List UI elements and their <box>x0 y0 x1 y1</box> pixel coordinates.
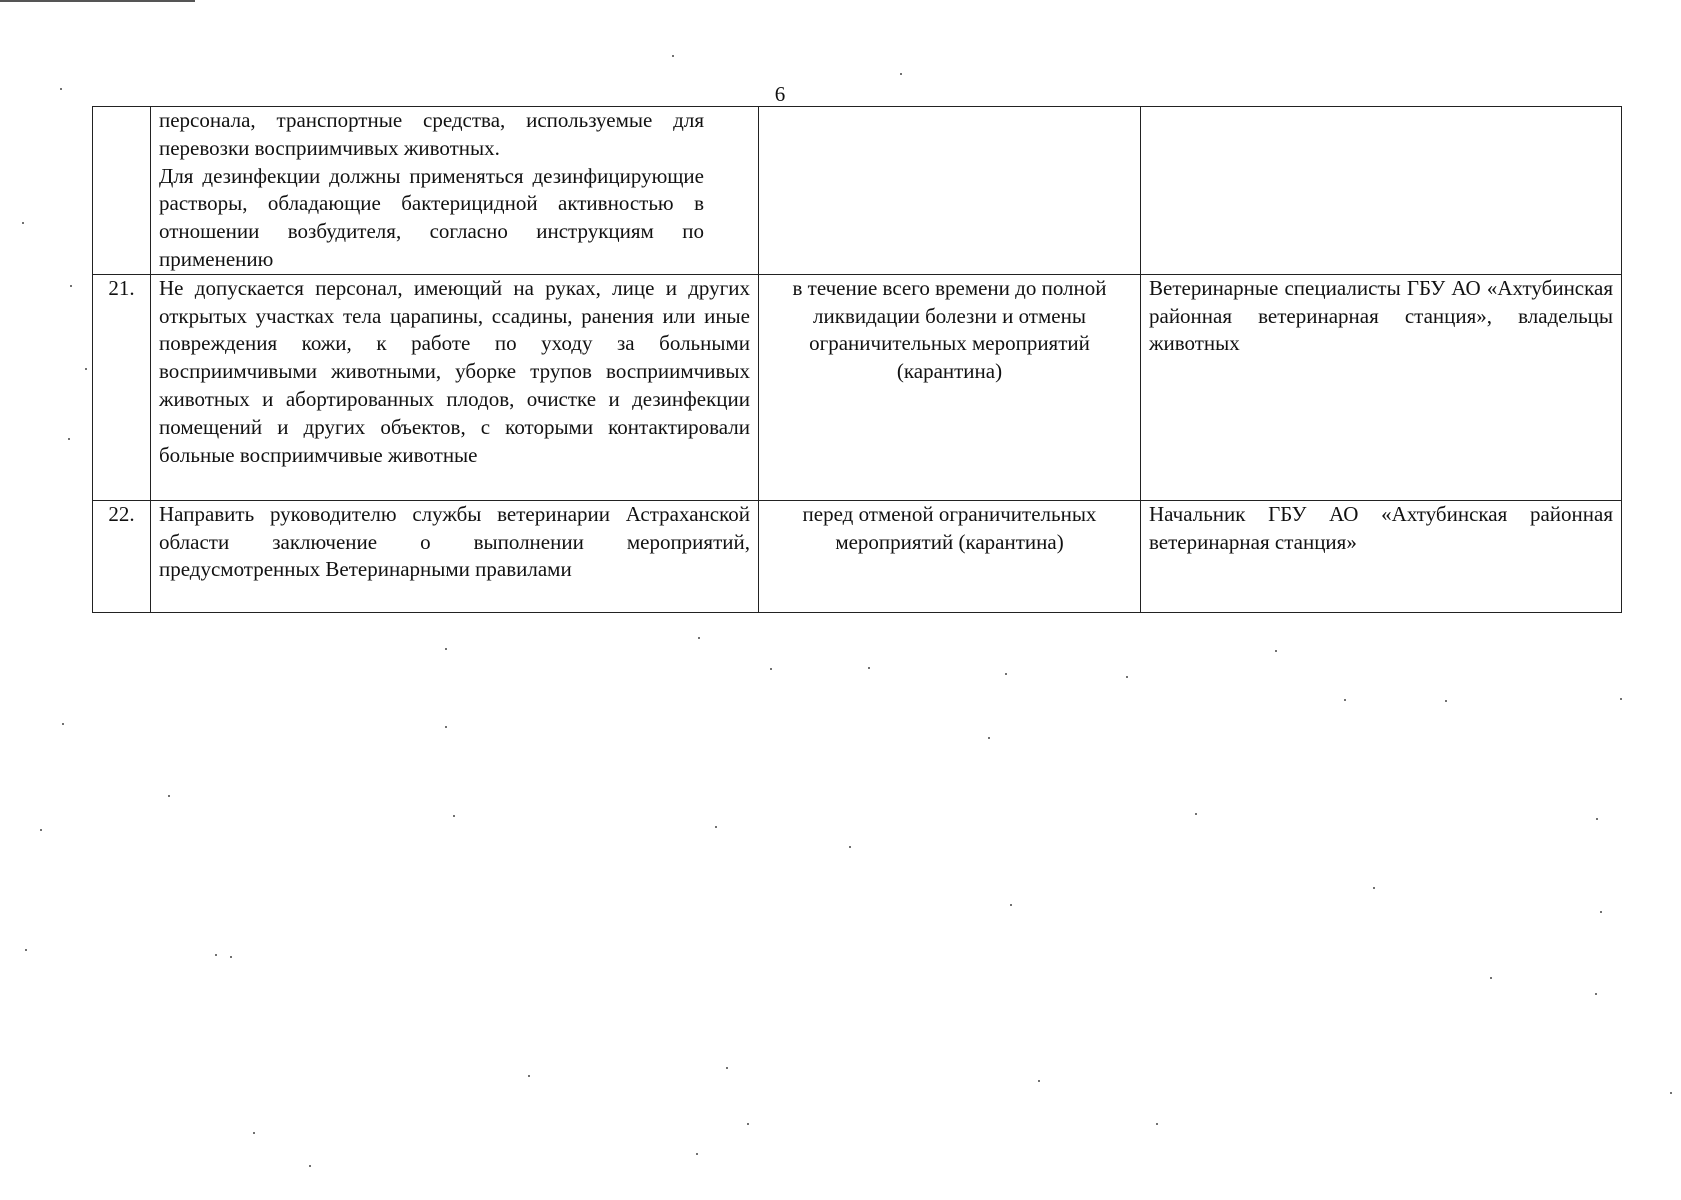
row-number-cell <box>93 107 151 275</box>
term-cell <box>759 107 1141 275</box>
top-rule <box>0 0 195 2</box>
measure-cell <box>151 107 759 275</box>
table-row <box>93 107 1622 275</box>
responsible-text: Ветеринарные специалисты ГБУ АО «Ахтубинская районная ветеринарная станция», владельцы животных <box>1149 275 1613 356</box>
measures-table <box>92 106 1622 613</box>
term-cell <box>759 274 1141 500</box>
responsible-text: Начальник ГБУ АО «Ахтубинская районная ветеринарная станция» <box>1149 501 1613 554</box>
term-text: перед отменой ограничительных мероприятий (карантина) <box>802 501 1097 554</box>
page-number: 6 <box>774 82 786 106</box>
term-text: в течение всего времени до полной ликвидации болезни и отмены ограничительных мероприятий (карантина) <box>792 275 1107 384</box>
measure-text: Для дезинфекции должны применяться дезинфицирующие растворы, обладающие бактерицидной активностью в отношении возбудителя, согласно инструкциям по применению <box>159 163 704 271</box>
table-row <box>93 500 1622 612</box>
measure-text: Направить руководителю службы ветеринарии Астраханской области заключение о выполнении мероприятий, предусмотренных Ветеринарными правилами <box>159 501 750 582</box>
table-row <box>93 274 1622 500</box>
term-cell <box>759 500 1141 612</box>
measure-text: Не допускается персонал, имеющий на руках, лице и других открытых участках тела царапины, ссадины, ранения или иные повреждения кожи, к работе по уходу за больными восприимчивыми животными, уборке трупов восприимчивых животных и абортированных плодов, очистке и дезинфекции помещений и других объектов, с которыми контактировали больные восприимчивые животные <box>159 275 750 467</box>
responsible-cell <box>1141 500 1622 612</box>
measure-cell <box>151 274 759 500</box>
measure-text: персонала, транспортные средства, используемые для перевозки восприимчивых животных. <box>159 108 704 160</box>
row-number-cell: 21. <box>93 274 151 500</box>
measure-cell <box>151 500 759 612</box>
row-number-cell: 22. <box>93 500 151 612</box>
responsible-cell <box>1141 274 1622 500</box>
responsible-cell <box>1141 107 1622 275</box>
